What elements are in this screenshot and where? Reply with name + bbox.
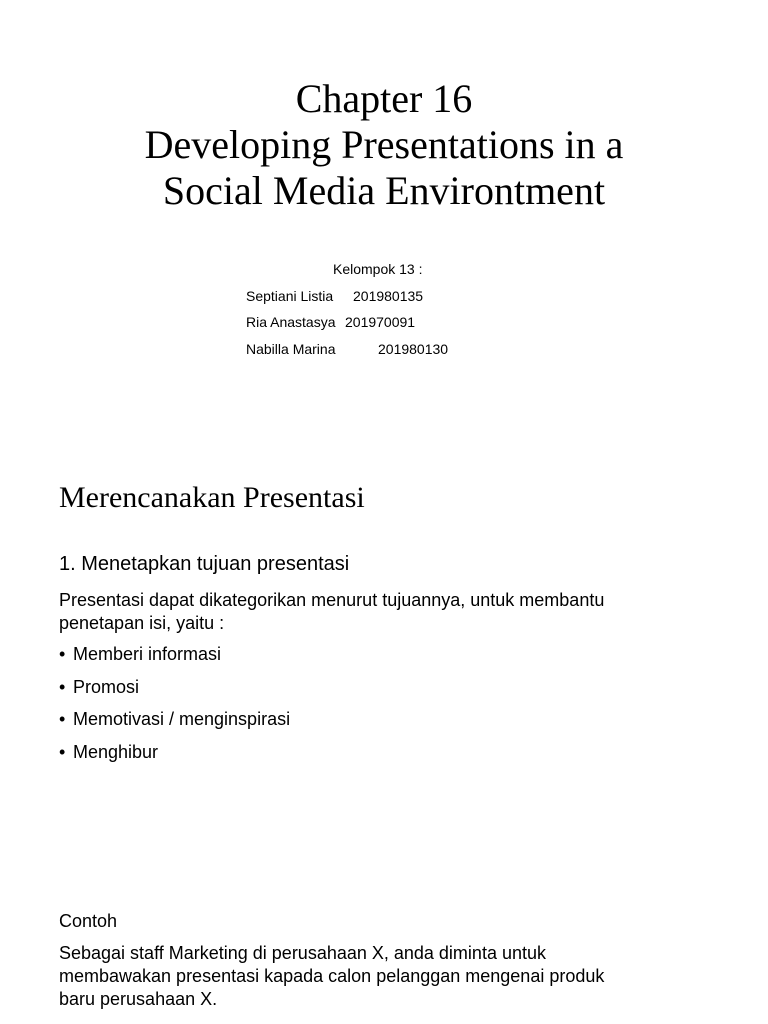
example-line: Sebagai staff Marketing di perusahaan X, anda diminta untuk [59,943,546,963]
bullet-icon: • [59,676,66,697]
title-line-social-media: Social Media Environtment [162,168,606,213]
example-line: membawakan presentasi kapada calon pelanggan mengenai produk [59,966,605,986]
list-item [59,741,290,774]
list-item [59,708,290,741]
purpose-list [59,643,290,773]
slide-title [0,76,768,214]
list-item-text: Menghibur [73,741,159,762]
list-item [59,676,290,709]
content-slide [0,440,768,1024]
member-id: 201970091 [345,314,416,330]
bullet-icon: • [59,741,66,762]
title-slide [0,0,768,400]
section-subheading: 1. Menetapkan tujuan presentasi [59,553,350,575]
member-row [246,287,423,305]
slide-heading: Merencanakan Presentasi [59,481,365,514]
intro-line: Presentasi dapat dikategorikan menurut tujuannya, untuk membantu [59,590,605,610]
title-line-chapter: Chapter 16 [295,76,473,121]
member-name: Nabilla Marina [246,341,336,357]
member-id: 201980130 [378,341,449,357]
example-label: Contoh [59,911,118,931]
list-item-text: Memberi informasi [73,644,222,664]
intro-line: penetapan isi, yaitu : [59,613,225,633]
bullet-icon: • [59,644,66,664]
list-item [59,643,290,676]
member-name: Septiani Listia [246,288,334,304]
example-paragraph [59,942,739,1011]
bullet-icon: • [59,709,66,729]
list-item-text: Memotivasi / menginspirasi [73,709,291,729]
example-line: baru perusahaan X. [59,989,218,1009]
member-name: Ria Anastasya [246,314,336,330]
list-item-text: Promosi [73,676,140,697]
member-row [246,313,415,331]
title-line-developing: Developing Presentations in a [144,122,624,167]
intro-paragraph [59,589,739,635]
group-label: Kelompok 13 : [333,261,423,277]
member-row [246,340,448,358]
member-id: 201980135 [353,288,424,304]
